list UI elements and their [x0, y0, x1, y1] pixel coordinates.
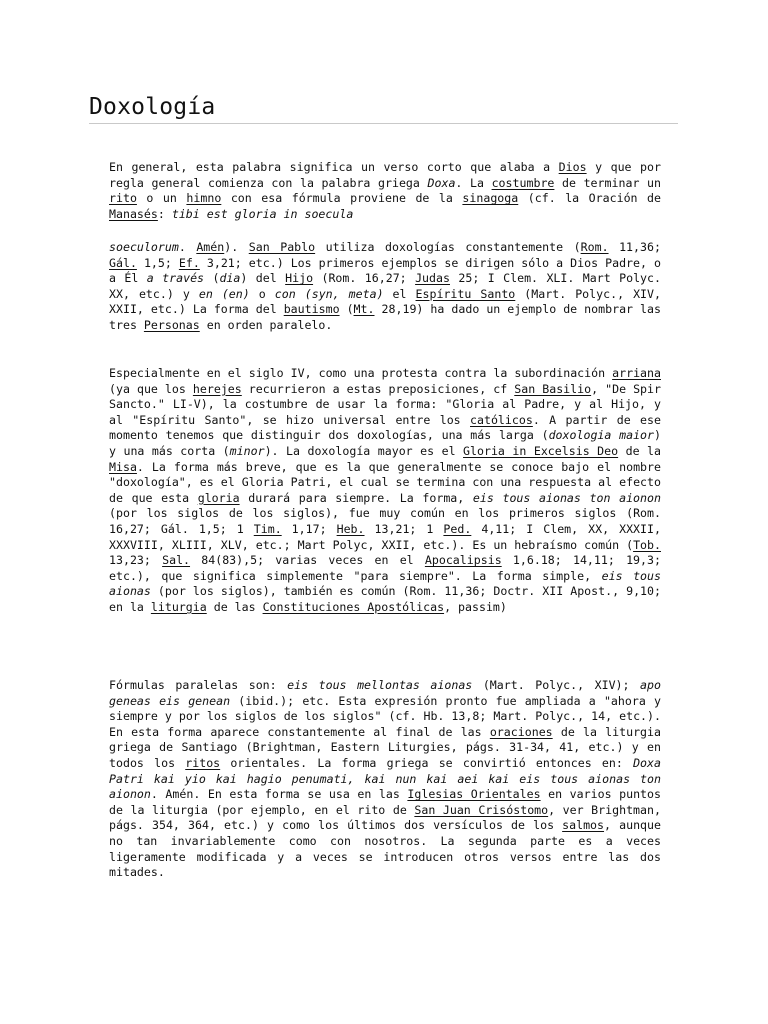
body-text: 28,19) ha dado un ejemplo de nombrar las tres — [109, 302, 661, 332]
italic-text: eis tous aionas — [109, 568, 661, 599]
body-text: . — [178, 240, 197, 254]
body-text: (ya que los — [109, 381, 193, 396]
body-text: , passim) — [444, 599, 507, 614]
body-text: utiliza doxologías constantemente ( — [315, 240, 581, 254]
text-link[interactable]: San Juan Crisóstomo — [414, 802, 549, 817]
text-link[interactable]: Personas — [143, 317, 200, 332]
text-link[interactable]: Espíritu Santo — [415, 286, 516, 301]
body-text: 13,21; 1 — [364, 521, 444, 536]
text-link[interactable]: Amén — [196, 240, 225, 254]
body-text: , "De Spir Sancto." LI-V), la costumbre de usar la forma: "Gloria al Padre, y al Hijo, y al "Espíritu Santo", se hizo universal entre los — [109, 381, 661, 427]
body-text: : — [157, 206, 172, 221]
text-link[interactable]: Dios — [558, 160, 587, 174]
paragraph-4 — [109, 678, 661, 881]
text-link[interactable]: católicos — [470, 412, 533, 427]
text-link[interactable]: gloria — [197, 490, 240, 505]
text-link[interactable]: San Pablo — [248, 240, 316, 254]
body-text: ) y una más corta ( — [109, 428, 662, 458]
body-text: de terminar un — [554, 175, 661, 190]
text-link[interactable]: herejes — [192, 381, 242, 396]
text-link[interactable]: Ef. — [178, 255, 200, 270]
body-text: (cf. la Oración de — [518, 191, 661, 206]
body-text: ( — [339, 302, 354, 317]
italic-text: soeculorum — [109, 240, 179, 254]
body-text: (Mart. Polyc., XIV); — [472, 678, 641, 692]
body-text: , ver Brightman, págs. 354, 364, etc.) y como los últimos dos versículos de los — [109, 802, 661, 833]
text-link[interactable]: Heb. — [336, 521, 365, 536]
body-text: 1,17; — [281, 521, 337, 536]
body-text: de la liturgia griega de Santiago (Brightman, Eastern Liturgies, págs. 31-34, 41, etc.) y en todos los — [109, 724, 661, 770]
body-text: con esa fórmula proviene de la — [221, 191, 463, 206]
text-link[interactable]: oraciones — [489, 724, 553, 739]
body-text: 84(83),5; varias veces en el — [190, 553, 425, 568]
text-link[interactable]: Judas — [415, 271, 450, 286]
body-text: 11,36; — [608, 240, 661, 254]
text-link[interactable]: Hijo — [285, 271, 314, 286]
body-text: 1,6.18; 14,11; 19,3; etc.), que significa simplemente "para siempre". La forma simple, — [109, 553, 661, 583]
body-text: ). — [224, 240, 249, 254]
italic-text: apo geneas eis genean — [109, 678, 661, 708]
text-link[interactable]: Gál. — [109, 255, 137, 270]
text-link[interactable]: costumbre — [491, 175, 555, 190]
text-link[interactable]: Iglesias Orientales — [407, 787, 541, 802]
body-text: (ibid.); etc. Esta expresión pronto fue ampliada a "ahora y siempre y por los siglos de los siglos" (cf. Hb. 13,8; Mart. Polyc., 14, etc.). En esta forma aparece constantemente al final de las — [109, 693, 661, 739]
text-link[interactable]: arriana — [612, 366, 661, 380]
body-text: de las — [206, 599, 263, 614]
italic-text: minor — [229, 443, 265, 458]
body-text: 13,23; — [109, 553, 163, 568]
body-text: , aunque no tan invariablemente como con nosotros. La segunda parte es a veces ligeramente modificada y a veces se introducen otros versos entre las dos mitades. — [109, 818, 661, 880]
text-link[interactable]: sinagoga — [462, 191, 519, 206]
body-text: ( — [204, 271, 220, 286]
body-text: (Mart. Polyc., XIV, XXII, etc.) La forma del — [109, 286, 661, 317]
body-text: o — [249, 286, 275, 301]
body-text: de la — [618, 443, 661, 458]
text-link[interactable]: Gloria in Excelsis Deo — [463, 443, 619, 458]
text-link[interactable]: Sal. — [162, 553, 191, 568]
body-text: En general, esta palabra significa un verso corto que alaba a — [109, 160, 559, 174]
paragraph-1 — [109, 160, 661, 222]
body-text: 4,11; I Clem, XX, XXXII, XXXVIII, XLIII, XLV, etc.; Mart Polyc, XXII, etc.). Es un hebraísmo común ( — [109, 521, 661, 552]
text-link[interactable]: Tim. — [253, 521, 282, 536]
text-link[interactable]: Tob. — [633, 537, 661, 552]
body-text: Especialmente en el siglo IV, como una protesta contra la subordinación — [109, 366, 613, 380]
body-text: . A partir de ese momento tenemos que distinguir dos doxologías, una más larga ( — [109, 412, 661, 443]
text-link[interactable]: bautismo — [283, 302, 340, 317]
body-text: en varios puntos de la liturgia (por ejemplo, en el rito de — [109, 787, 661, 817]
text-link[interactable]: Misa — [109, 459, 137, 474]
body-text: (por los siglos de los siglos), fue muy común en los primeros siglos (Rom. 16,27; Gál. 1,5; 1 — [109, 506, 661, 536]
body-text: 3,21; etc.) Los primeros ejemplos se dirigen sólo a Dios Padre, o a Él — [109, 255, 661, 286]
body-text: 1,5; — [136, 255, 179, 270]
paragraph-2 — [109, 240, 661, 334]
text-link[interactable]: Mt. — [353, 302, 375, 317]
italic-text: en (en) — [198, 286, 250, 301]
text-link[interactable]: Manasés — [109, 206, 158, 221]
page-title: Doxología — [89, 94, 216, 120]
paragraph-3 — [109, 366, 661, 616]
italic-text: eis tous mellontas aionas — [287, 678, 473, 692]
body-text: . La forma más breve, que es la que generalmente se conoce bajo el nombre "doxología", es el Gloria Patri, el cual se termina con una respuesta al efecto de que esta — [109, 459, 661, 505]
body-text: y que por regla general comienza con la palabra griega — [109, 160, 661, 190]
text-link[interactable]: Apocalipsis — [424, 553, 502, 568]
italic-text: con (syn, meta) — [274, 286, 384, 301]
italic-text: tibi est gloria in soecula — [171, 206, 354, 221]
italic-text: dia — [219, 271, 241, 286]
body-text: Fórmulas paralelas son: — [109, 678, 288, 692]
italic-text: doxologia maior — [548, 428, 655, 443]
body-text: . Amén. En esta forma se usa en las — [150, 787, 408, 802]
body-text: o un — [136, 191, 187, 206]
text-link[interactable]: salmos — [562, 818, 605, 833]
body-text: durará para siempre. La forma, — [239, 490, 473, 505]
text-link[interactable]: liturgia — [150, 599, 207, 614]
body-text: 25; I Clem. XLI. Mart Polyc. XX, etc.) y — [109, 271, 661, 301]
body-text: orientales. La forma griega se convirtió entonces en: — [220, 755, 634, 770]
italic-text: Doxa Patri kai yio kai hagio penumati, kai nun kai aei kai eis tous aionas ton aionon — [109, 755, 661, 802]
italic-text: a través — [146, 271, 205, 286]
body-text: (por los siglos), también es común (Rom. 11,36; Doctr. XII Apost., 9,10; en la — [109, 584, 661, 614]
body-text: ). La doxología mayor es el — [264, 443, 464, 458]
body-text: ) del — [240, 271, 286, 286]
body-text: (Rom. 16,27; — [313, 271, 416, 286]
title-divider — [89, 123, 678, 124]
italic-text: eis tous aionas ton aionon — [472, 490, 661, 505]
text-link[interactable]: Rom. — [580, 240, 609, 254]
text-link[interactable]: Ped. — [443, 521, 472, 536]
italic-text: Doxa — [427, 175, 456, 190]
text-link[interactable]: rito — [109, 191, 137, 206]
text-link[interactable]: himno — [186, 191, 222, 206]
text-link[interactable]: Constituciones Apostólicas — [262, 599, 445, 614]
body-text: . La — [455, 175, 492, 190]
body-text: en orden paralelo. — [199, 317, 333, 332]
body-text: el — [383, 286, 416, 301]
text-link[interactable]: San Basilio — [514, 381, 592, 396]
text-link[interactable]: ritos — [185, 755, 221, 770]
body-text: recurrieron a estas preposiciones, cf — [241, 381, 515, 396]
